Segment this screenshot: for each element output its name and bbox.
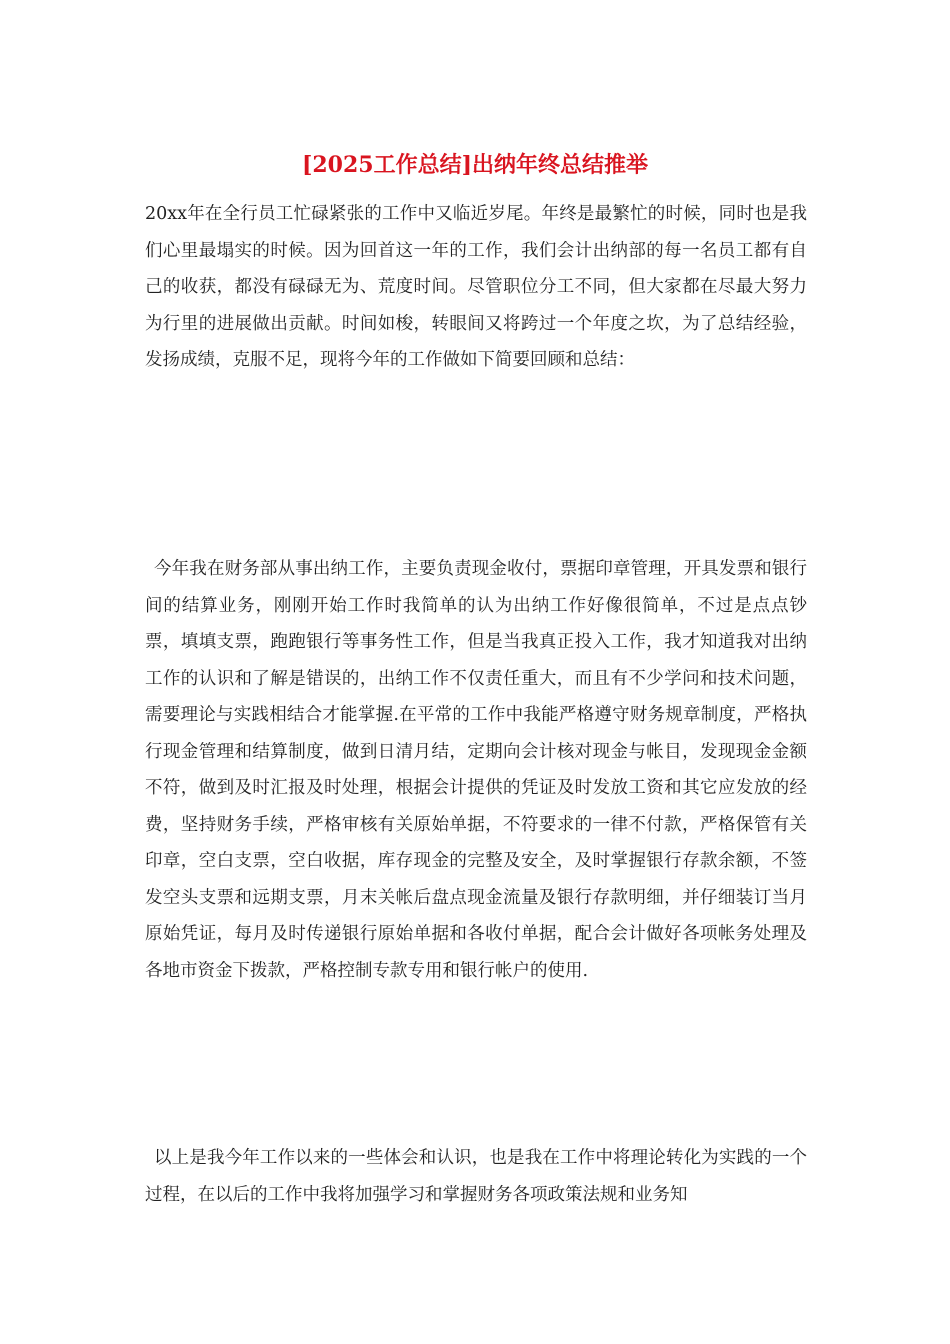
document-title: [2025工作总结]出纳年终总结推举 [301, 152, 649, 178]
paragraph-intro: 20xx年在全行员工忙碌紧张的工作中又临近岁尾。年终是最繁忙的时候，同时也是我们心里最塌实的时候。因为回首这一年的工作，我们会计出纳部的每一名员工都有自己的收获，都没有碌碌无为、荒度时间。尽管职位分工不同，但大家都在尽最大努力为行里的进展做出贡献。时间如梭，转眼间又将跨过一个年度之坎，为了总结经验，发扬成绩，克服不足，现将今年的工作做如下简要回顾和总结： [145, 204, 807, 370]
paragraph-work-details: 今年我在财务部从事出纳工作，主要负责现金收付，票据印章管理，开具发票和银行间的结算业务，刚刚开始工作时我简单的认为出纳工作好像很简单，不过是点点钞票，填填支票，跑跑银行等事务性工作，但是当我真正投入工作，我才知道我对出纳工作的认识和了解是错误的，出纳工作不仅责任重大，而且有不少学问和技术问题，需要理论与实践相结合才能掌握.在平常的工作中我能严格遵守财务规章制度，严格执行现金管理和结算制度，做到日清月结，定期向会计核对现金与帐目，发现现金金额不符，做到及时汇报及时处理，根据会计提供的凭证及时发放工资和其它应发放的经费，坚持财务手续，严格审核有关原始单据，不符要求的一律不付款，严格保管有关印章，空白支票，空白收据，库存现金的完整及安全，及时掌握银行存款余额，不签发空头支票和远期支票，月末关帐后盘点现金流量及银行存款明细，并仔细装订当月原始凭证，每月及时传递银行原始单据和各收付单据，配合会计做好各项帐务处理及各地市资金下拨款，严格控制专款专用和银行帐户的使用. [145, 559, 807, 981]
paragraph-conclusion: 以上是我今年工作以来的一些体会和认识，也是我在工作中将理论转化为实践的一个过程，在以后的工作中我将加强学习和掌握财务各项政策法规和业务知 [145, 1148, 807, 1205]
